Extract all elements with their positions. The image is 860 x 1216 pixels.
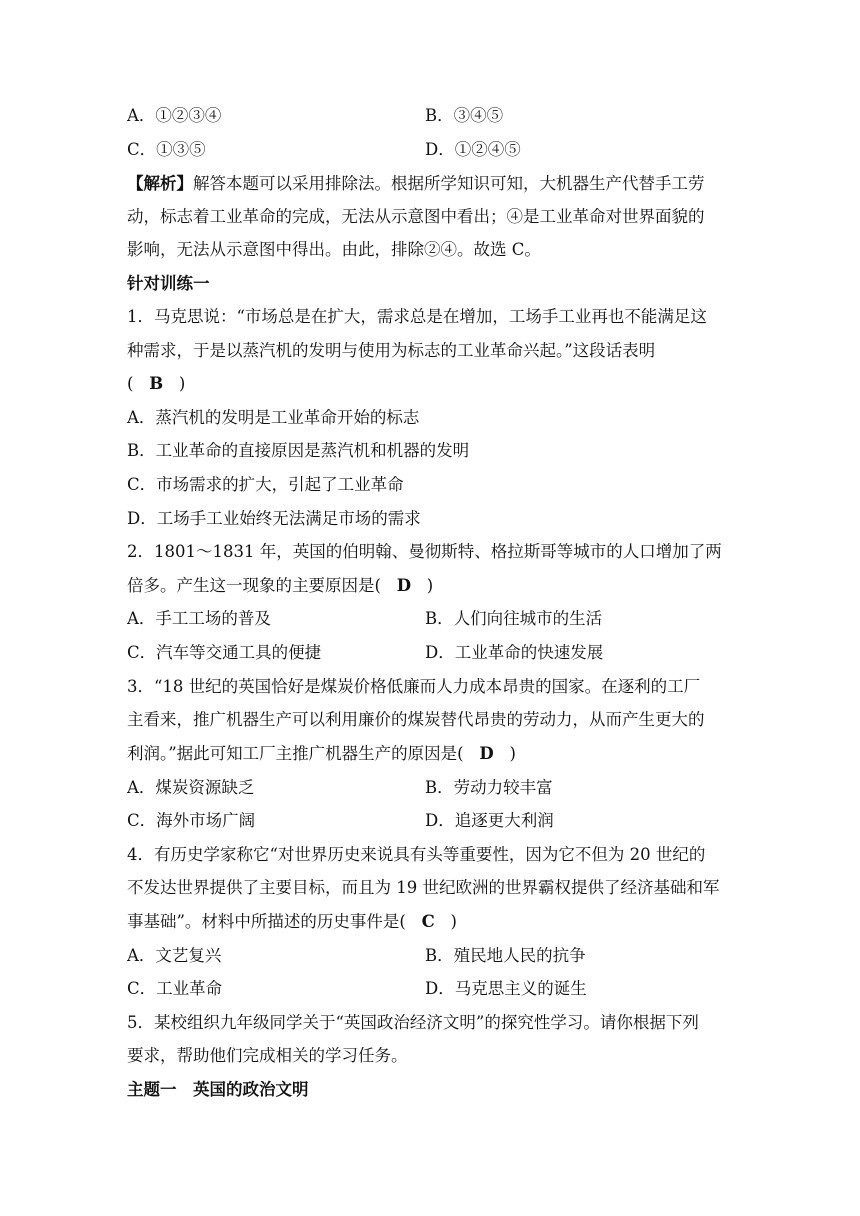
option-b: B．③④⑤ bbox=[425, 106, 504, 125]
q3-option-b: B．劳动力较丰富 bbox=[425, 778, 553, 797]
q4-option-d: D．马克思主义的诞生 bbox=[425, 979, 587, 998]
q4-answer: C bbox=[421, 912, 435, 931]
q2-option-b: B．人们向往城市的生活 bbox=[425, 609, 603, 628]
q4-paren-close: ) bbox=[450, 912, 457, 931]
q3-stem-line-1: 3．“18 世纪的英国恰好是煤炭价格低廉而人力成本昂贵的国家。在逐利的工厂 bbox=[127, 677, 701, 696]
q1-paren-close: ) bbox=[178, 374, 186, 393]
q4-option-a: A．文艺复兴 bbox=[127, 946, 222, 965]
q1-option-c: C．市场需求的扩大，引起了工业革命 bbox=[127, 475, 404, 494]
q1-option-a: A．蒸汽机的发明是工业革命开始的标志 bbox=[127, 408, 420, 427]
q1-option-d: D．工场手工业始终无法满足市场的需求 bbox=[127, 509, 421, 528]
q2-paren-close: ) bbox=[426, 576, 434, 595]
q2-stem-line-2 bbox=[127, 575, 433, 597]
topic-heading: 主题一 英国的政治文明 bbox=[127, 1080, 309, 1099]
q3-option-a: A．煤炭资源缺乏 bbox=[127, 778, 255, 797]
q4-stem-line-3 bbox=[127, 911, 457, 933]
q5-stem-line-1: 5．某校组织九年级同学关于“英国政治经济文明”的探究性学习。请你根据下列 bbox=[127, 1013, 699, 1032]
analysis-line-3: 影响，无法从示意图中得出。由此，排除②④。故选 C。 bbox=[127, 240, 541, 259]
q1-paren-open: ( bbox=[127, 374, 134, 393]
analysis-tag: 【解析】 bbox=[127, 174, 193, 193]
q2-option-c: C．汽车等交通工具的便捷 bbox=[127, 643, 322, 662]
q5-stem-line-2: 要求，帮助他们完成相关的学习任务。 bbox=[127, 1046, 408, 1065]
q3-option-c: C．海外市场广阔 bbox=[127, 811, 256, 830]
analysis-line-1 bbox=[127, 173, 705, 195]
section-title: 针对训练一 bbox=[127, 274, 210, 293]
option-d: D．①②④⑤ bbox=[425, 140, 521, 159]
q1-option-b: B．工业革命的直接原因是蒸汽机和机器的发明 bbox=[127, 441, 470, 460]
q4-stem-text-3: 事基础”。材料中所描述的历史事件是( bbox=[127, 912, 406, 931]
option-a: A．①②③④ bbox=[127, 106, 222, 125]
q1-answer-line bbox=[127, 373, 185, 395]
q2-option-d: D．工业革命的快速发展 bbox=[425, 643, 604, 662]
q3-answer: D bbox=[479, 744, 494, 763]
q2-answer: D bbox=[396, 576, 411, 595]
q3-stem-line-2: 主看来，推广机器生产可以利用廉价的煤炭替代昂贵的劳动力，从而产生更大的 bbox=[127, 710, 705, 729]
q1-stem-line-1: 1．马克思说：“市场总是在扩大，需求总是在增加，工场手工业再也不能满足这 bbox=[127, 307, 707, 326]
q4-stem-line-2: 不发达世界提供了主要目标，而且为 19 世纪欧洲的世界霸权提供了经济基础和军 bbox=[127, 878, 720, 897]
q4-option-c: C．工业革命 bbox=[127, 979, 223, 998]
analysis-line-2: 动，标志着工业革命的完成，无法从示意图中看出；④是工业革命对世界面貌的 bbox=[127, 207, 705, 226]
q4-option-b: B．殖民地人民的抗争 bbox=[425, 946, 586, 965]
option-c: C．①③⑤ bbox=[127, 140, 206, 159]
analysis-text-1: 解答本题可以采用排除法。根据所学知识可知，大机器生产代替手工劳 bbox=[193, 174, 705, 193]
q4-stem-line-1: 4．有历史学家称它“对世界历史来说具有头等重要性，因为它不但为 20 世纪的 bbox=[127, 845, 706, 864]
q2-option-a: A．手工工场的普及 bbox=[127, 609, 271, 628]
q1-answer: B bbox=[149, 374, 164, 393]
q1-stem-line-2: 种需求，于是以蒸汽机的发明与使用为标志的工业革命兴起。”这段话表明 bbox=[127, 341, 656, 360]
q2-stem-line-1: 2．1801～1831 年，英国的伯明翰、曼彻斯特、格拉斯哥等城市的人口增加了两 bbox=[127, 542, 722, 561]
q2-stem-text-2: 倍多。产生这一现象的主要原因是( bbox=[127, 576, 381, 595]
q3-stem-line-3 bbox=[127, 743, 516, 765]
q3-paren-close: ) bbox=[509, 744, 516, 763]
q3-option-d: D．追逐更大利润 bbox=[425, 811, 554, 830]
q3-stem-text-3: 利润。”据此可知工厂主推广机器生产的原因是( bbox=[127, 744, 464, 763]
